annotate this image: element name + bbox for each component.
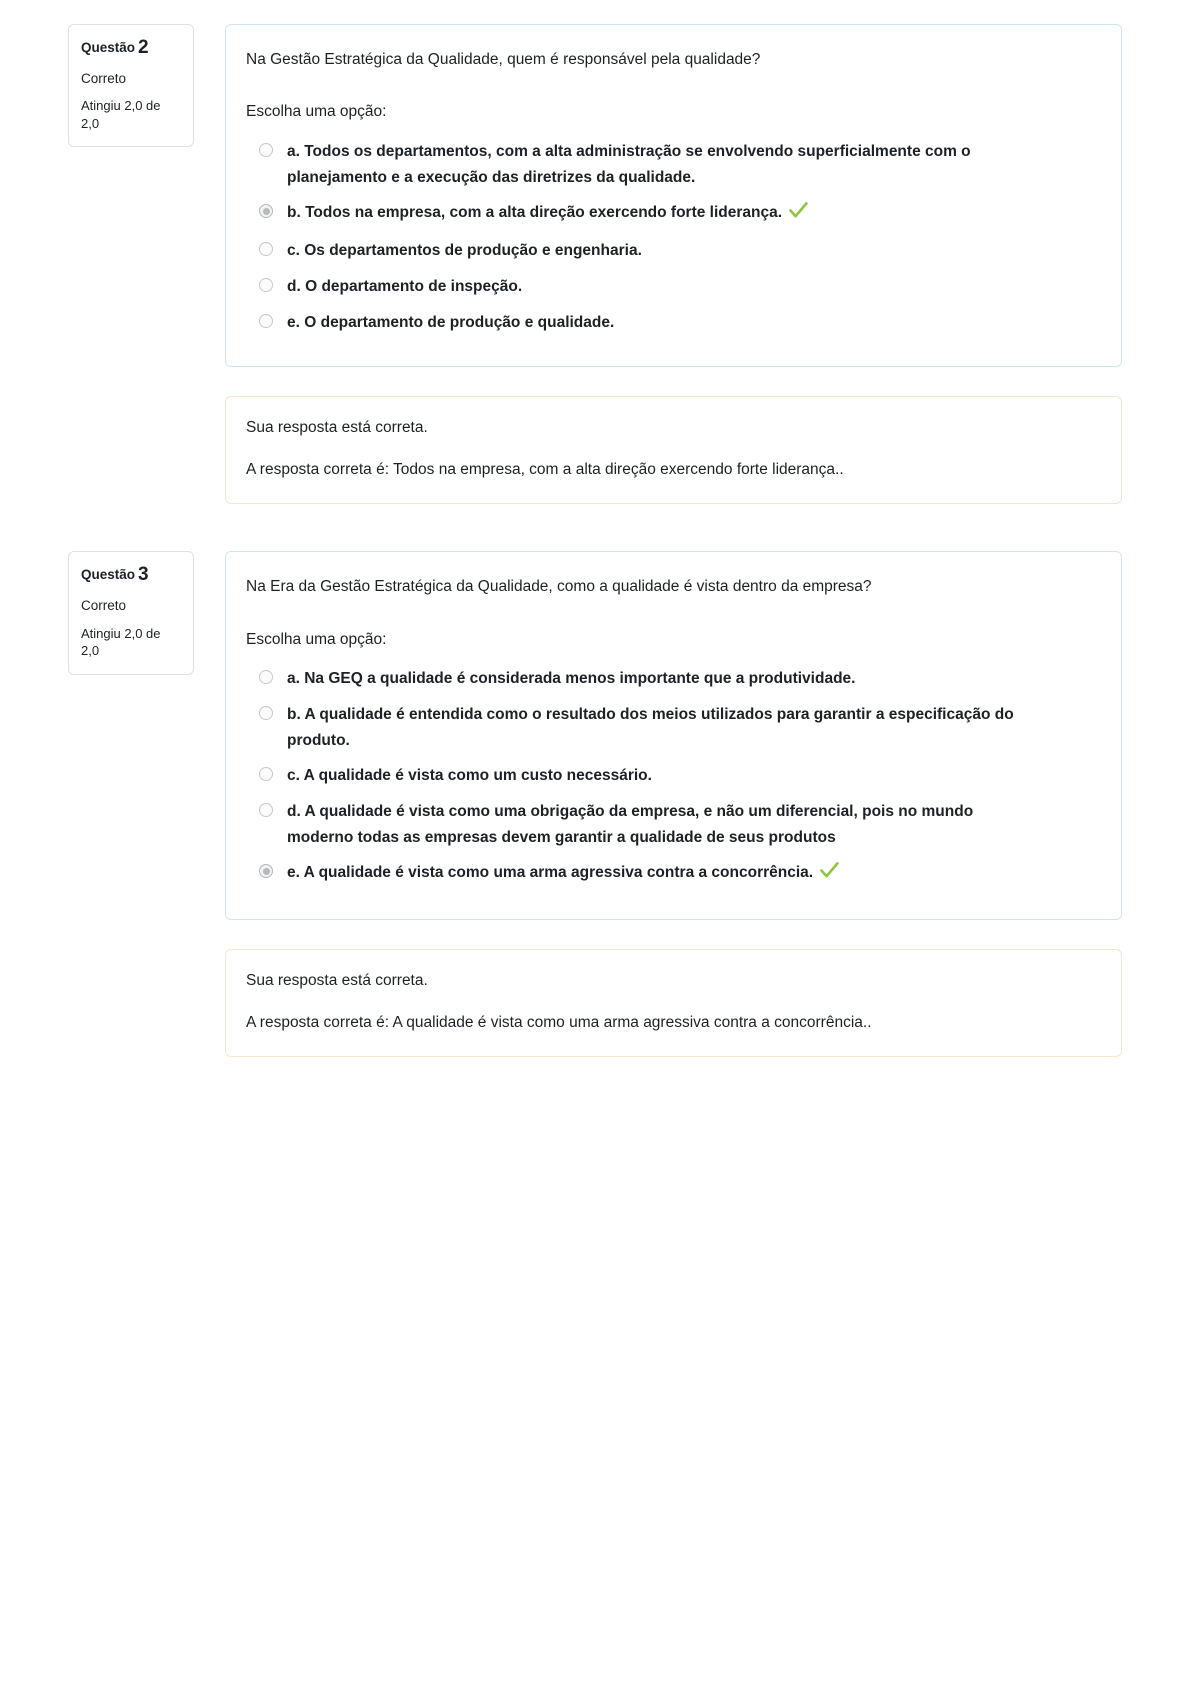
- answer-label: c. A qualidade é vista como um custo necessário.: [287, 767, 652, 785]
- answer-label: c. Os departamentos de produção e engenharia.: [287, 242, 642, 260]
- answer-label: e. A qualidade é vista como uma arma agressiva contra a concorrência.: [287, 860, 839, 888]
- feedback-row-2: [68, 396, 1122, 504]
- question-state: Correto: [81, 70, 127, 86]
- question-label: Questão: [81, 40, 136, 55]
- answer-label: a. Na GEQ a qualidade é considerada menos importante que a produtividade.: [287, 670, 856, 688]
- question-number: 2: [138, 37, 149, 58]
- answer-option[interactable]: [246, 195, 1093, 233]
- radio-button-icon[interactable]: [259, 803, 273, 817]
- feedback-status: Sua resposta está correta.: [246, 419, 428, 437]
- radio-button-icon[interactable]: [259, 278, 273, 292]
- answer-label: a. Todos os departamentos, com a alta administração se envolvendo superficialmente com o planejamento e a execução das diretrizes da qualidade.: [287, 142, 971, 186]
- question-card-2: [225, 24, 1122, 367]
- radio-button-icon[interactable]: [259, 670, 273, 684]
- answer-option[interactable]: [246, 233, 1093, 269]
- question-grade: Atingiu 2,0 de 2,0: [81, 98, 161, 131]
- answer-prompt: Escolha uma opção:: [246, 103, 387, 121]
- answer-option[interactable]: [246, 855, 1093, 893]
- question-stem: Na Era da Gestão Estratégica da Qualidade, como a qualidade é vista dentro da empresa?: [246, 578, 872, 596]
- check-mark-icon: [820, 862, 839, 888]
- answer-label: d. O departamento de inspeção.: [287, 277, 523, 295]
- question-stem: Na Gestão Estratégica da Qualidade, quem é responsável pela qualidade?: [246, 51, 761, 68]
- question-info-card-2: [68, 24, 194, 147]
- answer-option[interactable]: [246, 661, 1093, 697]
- feedback-card-3: [225, 949, 1122, 1057]
- question-state: Correto: [81, 597, 127, 613]
- radio-button-icon[interactable]: [259, 242, 273, 256]
- feedback-row-3: [68, 949, 1122, 1057]
- answer-option[interactable]: [246, 269, 1093, 305]
- radio-button-icon[interactable]: [259, 314, 273, 328]
- question-block-3: [68, 551, 1122, 920]
- question-block-2: [68, 24, 1122, 367]
- radio-button-icon[interactable]: [259, 864, 273, 878]
- question-info-card-3: [68, 551, 194, 674]
- radio-button-icon[interactable]: [259, 143, 273, 157]
- answer-option[interactable]: [246, 305, 1093, 341]
- answer-list: [246, 134, 1093, 340]
- answer-label: b. A qualidade é entendida como o resultado dos meios utilizados para garantir a especificação do produto.: [287, 705, 1014, 749]
- question-card-3: [225, 551, 1122, 920]
- radio-button-icon[interactable]: [259, 706, 273, 720]
- question-grade: Atingiu 2,0 de 2,0: [81, 625, 161, 659]
- answer-option[interactable]: [246, 758, 1093, 794]
- check-mark-icon: [789, 202, 808, 228]
- question-number: 3: [138, 564, 149, 586]
- section-gap: [68, 504, 1121, 551]
- feedback-correct-answer: A resposta correta é: Todos na empresa, com a alta direção exercendo forte liderança..: [246, 460, 844, 478]
- answer-prompt: Escolha uma opção:: [246, 630, 387, 648]
- answer-label: e. O departamento de produção e qualidade.: [287, 313, 615, 331]
- radio-button-icon[interactable]: [259, 204, 273, 218]
- answer-list: [246, 661, 1093, 893]
- question-label: Questão: [81, 567, 136, 583]
- feedback-status: Sua resposta está correta.: [246, 972, 428, 990]
- radio-button-icon[interactable]: [259, 767, 273, 781]
- layout-spacer: [68, 396, 225, 504]
- answer-option[interactable]: [246, 794, 1093, 855]
- answer-option[interactable]: [246, 134, 1093, 195]
- question-number-heading: [81, 37, 181, 60]
- feedback-card-2: [225, 396, 1122, 504]
- answer-label: b. Todos na empresa, com a alta direção exercendo forte liderança.: [287, 200, 808, 228]
- answer-label: d. A qualidade é vista como uma obrigação da empresa, e não um diferencial, pois no mundo moderno todas as empresas devem garantir a qualidade de seus produtos: [287, 803, 974, 846]
- question-number-heading: [81, 564, 181, 587]
- layout-spacer: [68, 949, 225, 1057]
- answer-option[interactable]: [246, 697, 1093, 758]
- feedback-correct-answer: A resposta correta é: A qualidade é vista como uma arma agressiva contra a concorrência..: [246, 1013, 872, 1031]
